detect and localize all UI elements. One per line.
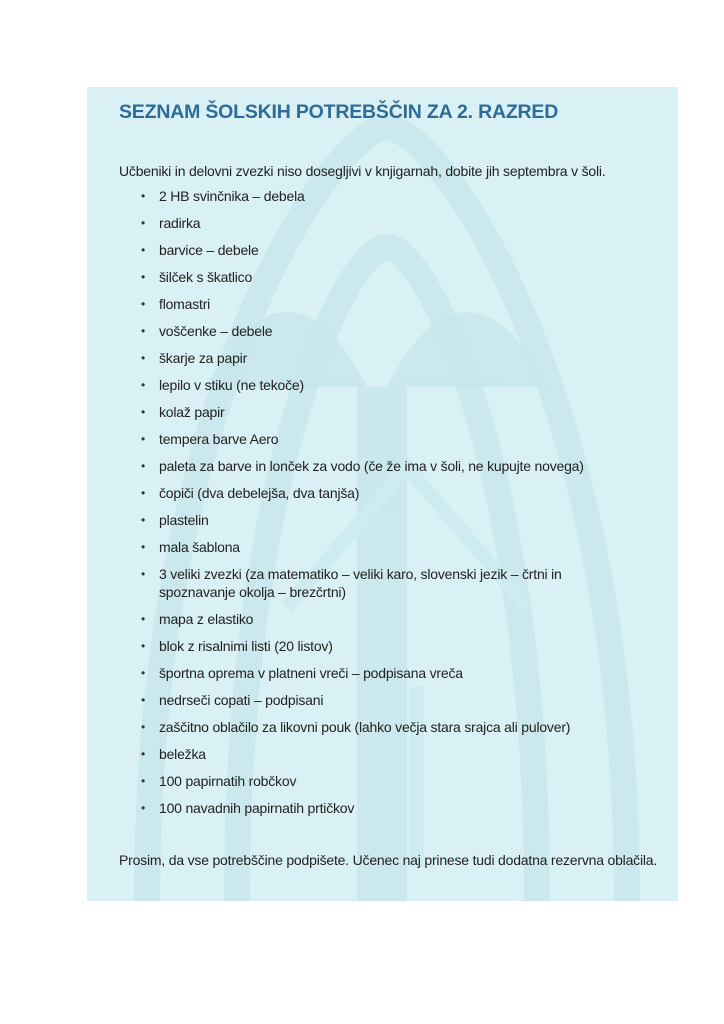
bullet-icon: • <box>141 351 146 365</box>
list-item <box>87 376 678 394</box>
bullet-icon: • <box>141 297 146 311</box>
list-item <box>87 349 678 367</box>
list-item <box>87 322 678 340</box>
list-item <box>87 403 678 421</box>
list-item-text: lepilo v stiku (ne tekoče) <box>159 377 304 393</box>
list-item <box>87 610 678 628</box>
bullet-icon: • <box>141 486 146 500</box>
list-item <box>87 745 678 763</box>
list-item-text: tempera barve Aero <box>159 431 279 447</box>
bullet-icon: • <box>141 189 146 203</box>
bullet-icon: • <box>141 720 146 734</box>
list-item-text: beležka <box>159 746 206 762</box>
bullet-icon: • <box>141 405 146 419</box>
list-item-text: 2 HB svinčnika – debela <box>159 188 305 204</box>
page-title: SEZNAM ŠOLSKIH POTREBŠČIN ZA 2. RAZRED <box>119 101 559 123</box>
list-item-text: čopiči (dva debelejša, dva tanjša) <box>159 485 360 501</box>
bullet-icon: • <box>141 243 146 257</box>
list-item-text: 3 veliki zvezki (za matematiko – veliki karo, slovenski jezik – črtni in spoznavanje okolja – brezčrtni) <box>159 566 562 600</box>
bullet-icon: • <box>141 378 146 392</box>
bullet-icon: • <box>141 270 146 284</box>
bullet-icon: • <box>141 513 146 527</box>
footer-note: Prosim, da vse potrebščine podpišete. Učenec naj prinese tudi dodatna rezervna oblačila. <box>119 852 658 868</box>
list-item <box>87 187 678 205</box>
list-item <box>87 664 678 682</box>
bullet-icon: • <box>141 459 146 473</box>
list-item-text: škarje za papir <box>159 350 248 366</box>
list-item-text: barvice – debele <box>159 242 259 258</box>
list-item-text: kolaž papir <box>159 404 225 420</box>
list-item <box>87 565 678 601</box>
bullet-icon: • <box>141 801 146 815</box>
list-item-text: radirka <box>159 215 201 231</box>
list-item <box>87 457 678 475</box>
list-item-text: paleta za barve in lonček za vodo (če že ima v šoli, ne kupujte novega) <box>159 458 584 474</box>
bullet-icon: • <box>141 639 146 653</box>
list-item-text: športna oprema v platneni vreči – podpisana vreča <box>159 665 463 681</box>
list-item <box>87 484 678 502</box>
bullet-icon: • <box>141 324 146 338</box>
list-item <box>87 718 678 736</box>
bullet-icon: • <box>141 693 146 707</box>
bullet-icon: • <box>141 774 146 788</box>
list-item-text: flomastri <box>159 296 211 312</box>
list-item <box>87 538 678 556</box>
intro-text: Učbeniki in delovni zvezki niso dosegljivi v knjigarnah, dobite jih septembra v šoli. <box>119 163 606 179</box>
list-item <box>87 295 678 313</box>
list-item <box>87 637 678 655</box>
list-item-text: nedrseči copati – podpisani <box>159 692 324 708</box>
list-item-text: mapa z elastiko <box>159 611 254 627</box>
list-item-text: 100 navadnih papirnatih prtičkov <box>159 800 355 816</box>
list-item <box>87 691 678 709</box>
bullet-icon: • <box>141 567 146 581</box>
list-item-text: mala šablona <box>159 539 240 555</box>
supplies-list <box>87 187 678 826</box>
list-item-text: voščenke – debele <box>159 323 273 339</box>
list-item <box>87 772 678 790</box>
bullet-icon: • <box>141 216 146 230</box>
bullet-icon: • <box>141 612 146 626</box>
list-item <box>87 511 678 529</box>
list-item-text: zaščitno oblačilo za likovni pouk (lahko večja stara srajca ali pulover) <box>159 719 571 735</box>
list-item <box>87 268 678 286</box>
list-item <box>87 799 678 817</box>
document-panel <box>87 87 678 901</box>
bullet-icon: • <box>141 747 146 761</box>
bullet-icon: • <box>141 666 146 680</box>
list-item-text: blok z risalnimi listi (20 listov) <box>159 638 333 654</box>
list-item-text: šilček s škatlico <box>159 269 253 285</box>
list-item <box>87 214 678 232</box>
bullet-icon: • <box>141 432 146 446</box>
list-item-text: plastelin <box>159 512 209 528</box>
list-item-text: 100 papirnatih robčkov <box>159 773 297 789</box>
list-item <box>87 241 678 259</box>
list-item <box>87 430 678 448</box>
bullet-icon: • <box>141 540 146 554</box>
